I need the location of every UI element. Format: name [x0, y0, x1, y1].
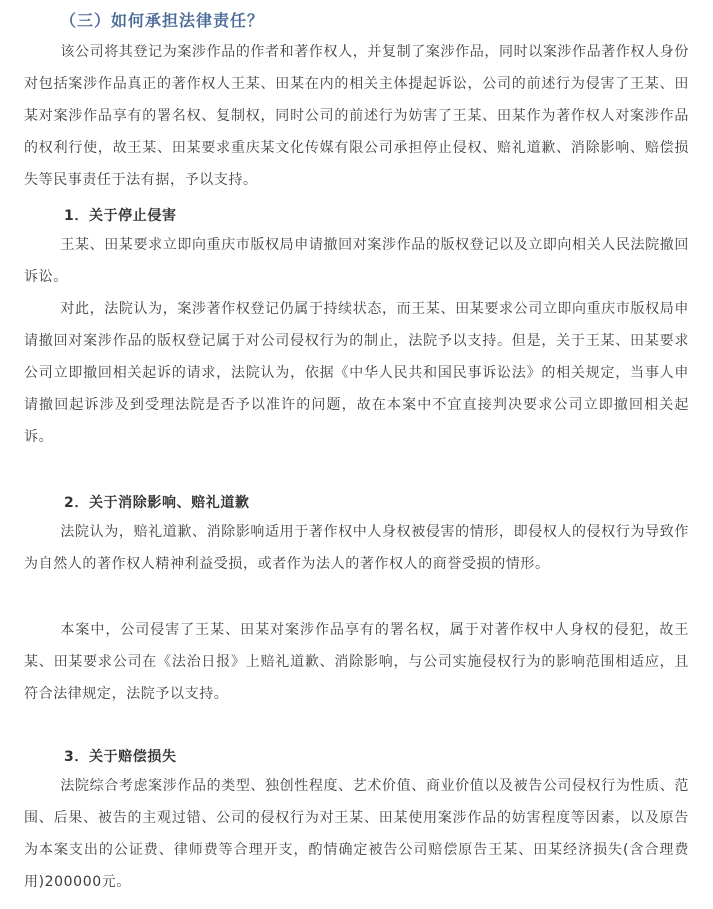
subheading-apology: 2．关于消除影响、赔礼道歉: [64, 495, 250, 511]
paragraph-apology-scope: 法院认为，赔礼道歉、消除影响适用于著作权中人身权被侵害的情形，即侵权人的侵权行为导致作为自然人的著作权人精神利益受损，或者作为法人的著作权人的商誉受损的情形。: [24, 524, 689, 572]
paragraph-court-opinion-stop: 对此，法院认为，案涉著作权登记仍属于持续状态，而王某、田某要求公司立即向重庆市版权局申请撤回对案涉作品的版权登记属于对公司侵权行为的制止，法院予以支持。但是，关于王某、田某要求公司立即撤回相关起诉的请求，法院认为，依据《中华人民共和国民事诉讼法》的相关规定，当事人申请撤回起诉涉及到受理法院是否予以准许的问题，故在本案中不宜直接判决要求公司立即撤回相关起诉。: [24, 301, 689, 445]
paragraph-stop-request: 王某、田某要求立即向重庆市版权局申请撤回对案涉作品的版权登记以及立即向相关人民法院撤回诉讼。: [24, 237, 689, 285]
section-title: （三）如何承担法律责任？: [60, 11, 265, 30]
paragraph-liability-basis: 该公司将其登记为案涉作品的作者和著作权人，并复制了案涉作品，同时以案涉作品著作权人身份对包括案涉作品真正的著作权人王某、田某在内的相关主体提起诉讼，公司的前述行为侵害了王某、田某对案涉作品享有的署名权、复制权，同时公司的前述行为妨害了王某、田某作为著作权人对案涉作品的权利行使，故王某、田某要求重庆某文化传媒有限公司承担停止侵权、赔礼道歉、消除影响、赔偿损失等民事责任于法有据，予以支持。: [24, 44, 689, 188]
subheading-stop-infringement: 1．关于停止侵害: [64, 208, 177, 224]
subheading-compensation: 3．关于赔偿损失: [64, 749, 177, 765]
paragraph-apology-ruling: 本案中，公司侵害了王某、田某对案涉作品享有的署名权，属于对著作权中人身权的侵犯，故王某、田某要求公司在《法治日报》上赔礼道歉、消除影响，与公司实施侵权行为的影响范围相适应，且符合法律规定，法院予以支持。: [24, 622, 689, 702]
paragraph-compensation-ruling: 法院综合考虑案涉作品的类型、独创性程度、艺术价值、商业价值以及被告公司侵权行为性质、范围、后果、被告的主观过错、公司的侵权行为对王某、田某使用案涉作品的妨害程度等因素，以及原告为本案支出的公证费、律师费等合理开支，酌情确定被告公司赔偿原告王某、田某经济损失(含合理费用)200000元。: [24, 778, 689, 890]
